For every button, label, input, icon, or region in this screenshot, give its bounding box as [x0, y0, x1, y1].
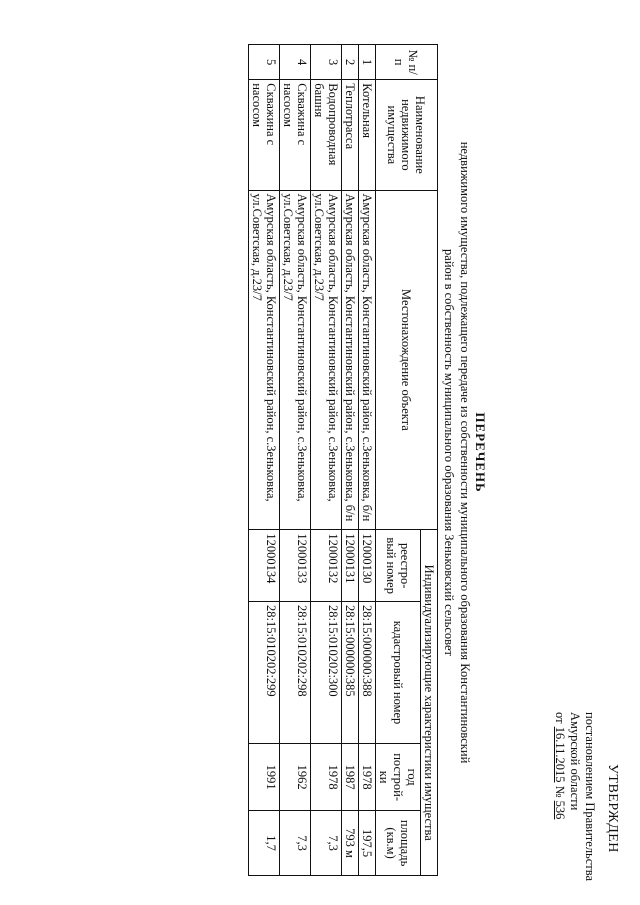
document-title: ПЕРЕЧЕНЬ [473, 412, 488, 493]
cell-num: 1 [359, 45, 376, 80]
approval-date: 16.11.2015 [553, 726, 567, 783]
cell-reg: 12000131 [342, 530, 359, 602]
cell-cad: 28:15:010202:298 [280, 602, 311, 744]
header-group: Индивидуализирующие характеристики имущества [421, 530, 438, 876]
approval-line-1: постановлением Правительства [583, 712, 597, 882]
approval-line-2: Амурской области [568, 712, 582, 811]
cell-cad: 28:15:000000:385 [342, 602, 359, 744]
table-row [311, 45, 342, 876]
cell-num: 2 [342, 45, 359, 80]
cell-reg: 12000130 [359, 530, 376, 602]
cell-area: 7,3 [311, 811, 342, 876]
header-name: Наименование недвижимого имущества [376, 80, 438, 190]
cell-cad: 28:15:000000:388 [359, 602, 376, 744]
cell-area: 793 м [342, 811, 359, 876]
cell-year: 1991 [249, 744, 280, 811]
property-table [248, 44, 438, 876]
cell-name: Водопроводная башня [311, 80, 342, 190]
cell-name: Скважина с насосом [249, 80, 280, 190]
cell-num: 3 [311, 45, 342, 80]
cell-area: 1,7 [249, 811, 280, 876]
header-reg: реестро-вый номер [376, 530, 421, 602]
table-row [249, 45, 280, 876]
cell-num: 5 [249, 45, 280, 80]
date-prefix: от [553, 712, 567, 724]
cell-year: 1978 [311, 744, 342, 811]
cell-name: Скважина с насосом [280, 80, 311, 190]
cell-cad: 28:15:010202:300 [311, 602, 342, 744]
cell-year: 1978 [359, 744, 376, 811]
header-area: площадь (кв.м) [376, 811, 421, 876]
cell-location: Амурская область, Константиновский район, с.Зеньковка, ул.Советская, д.23/7 [249, 190, 280, 530]
cell-location: Амурская область, Константиновский район, с.Зеньковка, б/н [359, 190, 376, 530]
cell-reg: 12000134 [249, 530, 280, 602]
cell-location: Амурская область, Константиновский район, с.Зеньковка, б/н [342, 190, 359, 530]
cell-name: Теплотрасса [342, 80, 359, 190]
document-subtitle-line-2: район в собственность муниципального образования Зеньковский сельсовет [442, 249, 456, 656]
header-num: № п/п [376, 45, 438, 80]
approval-block [552, 712, 620, 892]
cell-num: 4 [280, 45, 311, 80]
number-prefix: № [553, 785, 567, 798]
table-row [280, 45, 311, 876]
approval-number: 536 [553, 800, 567, 820]
table-row [359, 45, 376, 876]
header-location: Местонахождение объекта [376, 190, 438, 530]
table-header-row [421, 45, 438, 876]
cell-reg: 12000133 [280, 530, 311, 602]
cell-area: 197,5 [359, 811, 376, 876]
header-cad: кадастровый номер [376, 602, 421, 744]
approval-heading: УТВЕРЖДЕН [605, 764, 620, 853]
cell-reg: 12000132 [311, 530, 342, 602]
cell-cad: 28:15:010202:299 [249, 602, 280, 744]
cell-area: 7,3 [280, 811, 311, 876]
document-subtitle-line-1: недвижимого имущества, подлежащего передаче из собственности муниципального образования Константиновский [458, 141, 472, 764]
cell-location: Амурская область, Константиновский район, с.Зеньковка, ул.Советская, д.23/7 [280, 190, 311, 530]
cell-year: 1962 [280, 744, 311, 811]
header-year: год построй-ки [376, 744, 421, 811]
table-row [342, 45, 359, 876]
cell-name: Котельная [359, 80, 376, 190]
cell-location: Амурская область, Константиновский район, с.Зеньковка, ул.Советская, д.23/7 [311, 190, 342, 530]
cell-year: 1987 [342, 744, 359, 811]
approval-date-line [552, 712, 567, 892]
